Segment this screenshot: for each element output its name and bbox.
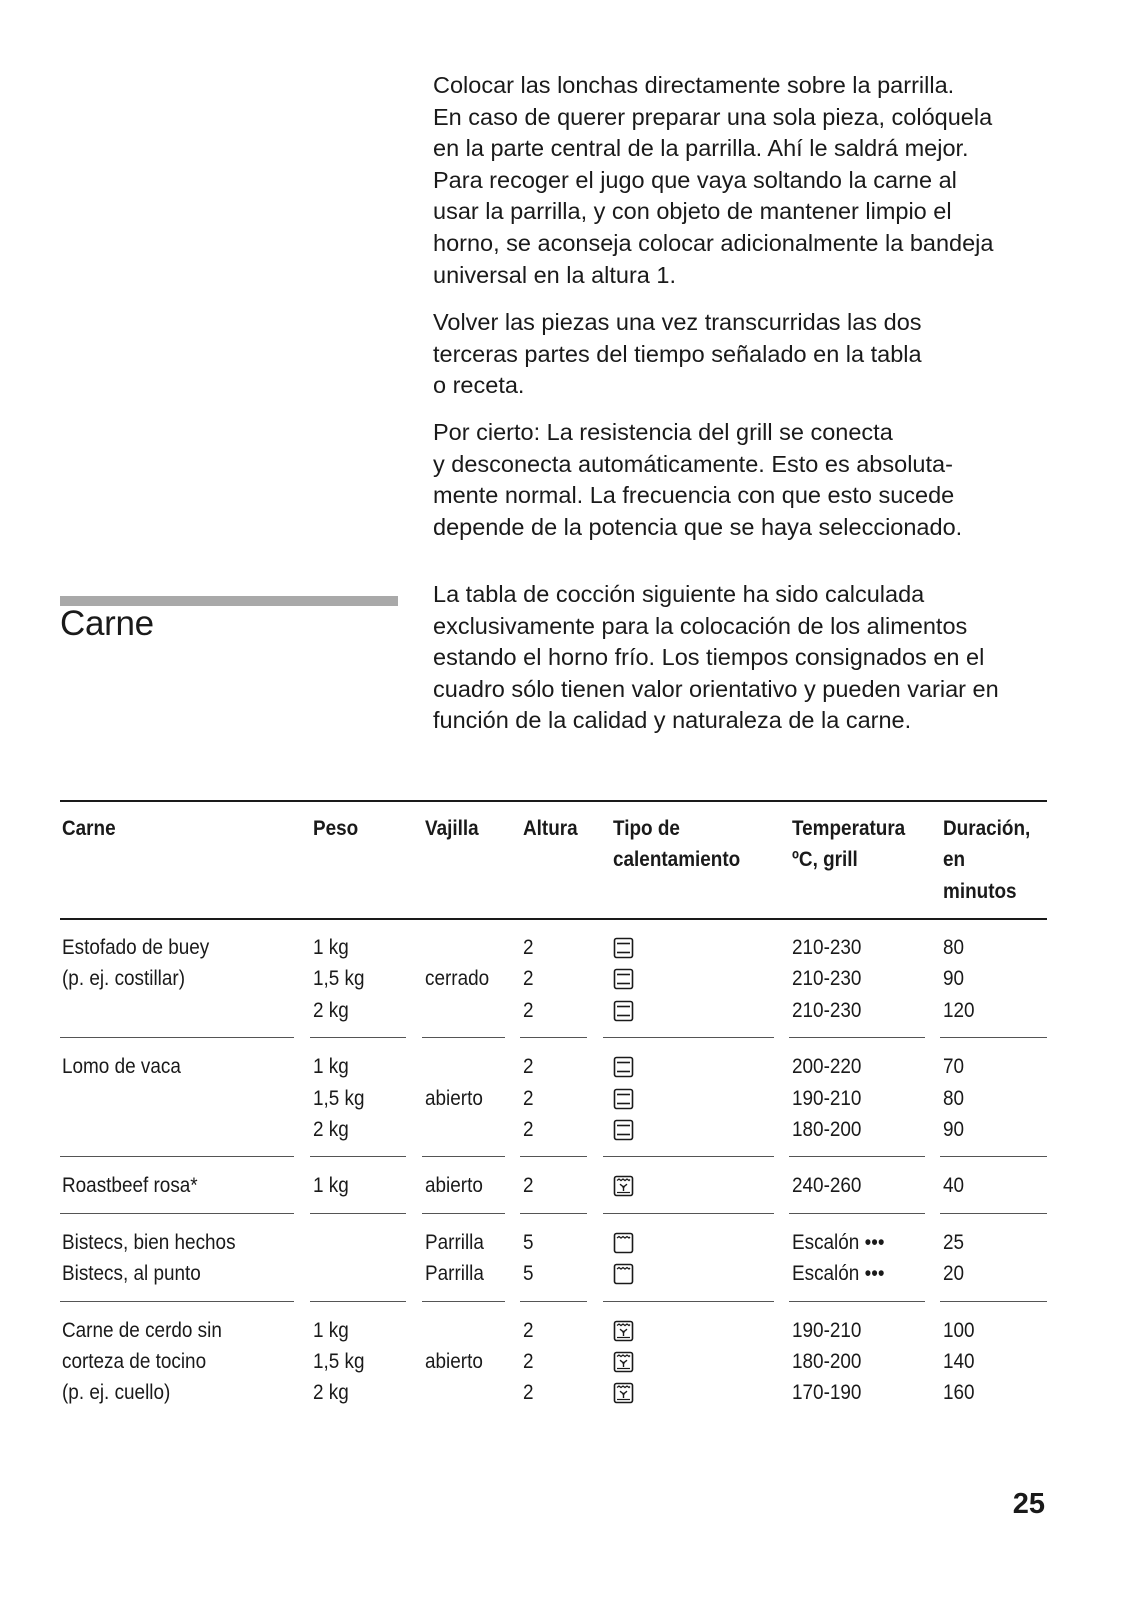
altura: 5 [523,1229,534,1254]
row-separator [603,1037,774,1038]
row-separator [940,1213,1047,1214]
header-dur: minutos [943,878,1017,903]
paragraph-line: estando el horno frío. Los tiempos consignados en el [433,644,985,671]
row-separator [60,1301,294,1302]
circulating-air-grill-icon [613,1382,634,1404]
peso: 2 kg [313,1380,349,1405]
paragraph-line: En caso de querer preparar una sola pieza, colóquela [433,103,993,130]
table-rule [60,800,1047,802]
row-separator [789,1037,925,1038]
temperatura: 180-200 [792,1117,862,1141]
altura: 2 [523,1054,534,1079]
altura: 2 [523,1317,534,1342]
peso: 1,5 kg [313,1349,365,1373]
temperatura: 190-210 [792,1317,862,1342]
temperatura: Escalón ••• [792,1261,885,1286]
vajilla: abierto [425,1173,483,1198]
altura: 2 [523,935,534,959]
altura: 2 [523,1173,534,1198]
header-tipo: Tipo de [613,816,680,840]
table-intro-paragraph [433,579,1053,737]
carne-name: Estofado de buey [62,935,210,959]
peso: 1 kg [313,1054,349,1079]
carne-name: Bistecs, al punto [62,1261,201,1286]
temperatura: Escalón ••• [792,1229,885,1254]
carne-name: corteza de tocino [62,1349,207,1373]
peso: 2 kg [313,1117,349,1141]
carne-name: Roastbeef rosa* [62,1173,198,1198]
duracion: 70 [943,1054,965,1079]
header-peso: Peso [313,816,359,840]
section-title: Carne [60,604,154,643]
header-vajilla: Vajilla [425,816,479,840]
peso: 1 kg [313,935,349,959]
paragraph-line: terceras partes del tiempo señalado en la tabla [433,340,922,367]
paragraph-line: función de la calidad y naturaleza de la carne. [433,707,912,734]
carne-name: (p. ej. cuello) [62,1380,171,1405]
paragraph-line: Colocar las lonchas directamente sobre la parrilla. [433,72,955,98]
page-number: 25 [1012,1488,1045,1520]
paragraph-line: o receta. [433,372,525,399]
paragraph-line: mente normal. La frecuencia con que esto sucede [433,482,955,509]
row-separator [422,1301,505,1302]
carne-name: Carne de cerdo sin [62,1317,222,1342]
altura: 5 [523,1261,534,1286]
row-separator [520,1037,587,1038]
row-separator [520,1156,587,1157]
duracion: 100 [943,1317,975,1342]
vajilla: cerrado [425,966,490,991]
row-separator [940,1301,1047,1302]
temperatura: 200-220 [792,1054,862,1079]
intro-paragraph-2 [433,307,1053,402]
duracion: 160 [943,1380,975,1405]
paragraph-text [433,70,1053,291]
duracion: 20 [943,1261,965,1286]
top-bottom-heat-icon [613,968,634,990]
row-separator [422,1213,505,1214]
row-separator [789,1213,925,1214]
vajilla: Parrilla [425,1229,484,1254]
top-bottom-heat-icon [613,937,634,959]
paragraph-line: Por cierto: La resistencia del grill se conecta [433,419,893,445]
row-separator [422,1037,505,1038]
grill-icon [613,1232,634,1254]
row-separator [520,1213,587,1214]
row-separator [603,1156,774,1157]
row-separator [60,1213,294,1214]
paragraph-line: usar la parrilla, y con objeto de mantener limpio el [433,198,952,225]
duracion: 140 [943,1349,975,1373]
paragraph-text [433,417,1053,543]
row-separator [60,1037,294,1038]
header-temp: Temperatura [792,816,906,840]
paragraph-line: horno, se aconseja colocar adicionalmente la bandeja [433,229,994,256]
peso: 1 kg [313,1317,349,1342]
row-separator [940,1156,1047,1157]
row-separator [310,1213,406,1214]
duracion: 90 [943,1117,965,1141]
paragraph-line: La tabla de cocción siguiente ha sido calculada [433,581,925,607]
altura: 2 [523,1117,534,1141]
carne-name: Bistecs, bien hechos [62,1229,236,1254]
paragraph-line: Volver las piezas una vez transcurridas las dos [433,309,922,335]
temperatura: 210-230 [792,997,862,1022]
paragraph-line: depende de la potencia que se haya seleccionado. [433,513,963,540]
circulating-air-grill-icon [613,1351,634,1373]
carne-name: (p. ej. costillar) [62,966,186,991]
row-separator [310,1037,406,1038]
header-dur: en [943,847,966,872]
intro-paragraph-3 [433,417,1053,543]
paragraph-line: universal en la altura 1. [433,261,676,288]
peso: 2 kg [313,997,349,1022]
temperatura: 210-230 [792,966,862,991]
altura: 2 [523,997,534,1022]
header-temp: ºC, grill [792,847,858,872]
intro-paragraph-1 [433,70,1053,291]
temperatura: 180-200 [792,1349,862,1373]
temperatura: 210-230 [792,935,862,959]
temperatura: 170-190 [792,1380,862,1405]
circulating-air-grill-icon [613,1175,634,1197]
altura: 2 [523,1349,534,1373]
carne-name: Lomo de vaca [62,1054,181,1079]
row-separator [60,1156,294,1157]
paragraph-text [433,307,1053,402]
top-bottom-heat-icon [613,1056,634,1078]
row-separator [422,1156,505,1157]
table-rule [60,918,1047,920]
vajilla: abierto [425,1349,483,1373]
row-separator [310,1156,406,1157]
row-separator [520,1301,587,1302]
paragraph-line: y desconecta automáticamente. Esto es absoluta- [433,450,953,477]
row-separator [310,1301,406,1302]
paragraph-line: exclusivamente para la colocación de los alimentos [433,612,968,639]
duracion: 90 [943,966,965,991]
duracion: 40 [943,1173,965,1198]
peso: 1,5 kg [313,966,365,991]
temperatura: 240-260 [792,1173,862,1198]
top-bottom-heat-icon [613,1000,634,1022]
row-separator [603,1301,774,1302]
duracion: 25 [943,1229,965,1254]
paragraph-line: cuadro sólo tienen valor orientativo y pueden variar en [433,675,999,702]
paragraph-line: Para recoger el jugo que vaya soltando la carne al [433,166,957,193]
row-separator [789,1156,925,1157]
duracion: 80 [943,935,965,959]
vajilla: abierto [425,1085,483,1110]
header-altura: Altura [523,816,578,840]
header-tipo: calentamiento [613,847,741,872]
header-dur: Duración, [943,816,1031,840]
row-separator [603,1213,774,1214]
altura: 2 [523,966,534,991]
paragraph-text [433,579,1053,737]
duracion: 120 [943,997,975,1022]
altura: 2 [523,1085,534,1110]
peso: 1 kg [313,1173,349,1198]
vajilla: Parrilla [425,1261,484,1286]
paragraph-line: en la parte central de la parrilla. Ahí le saldrá mejor. [433,135,969,162]
duracion: 80 [943,1085,965,1110]
row-separator [940,1037,1047,1038]
temperatura: 190-210 [792,1085,862,1110]
top-bottom-heat-icon [613,1088,634,1110]
row-separator [789,1301,925,1302]
top-bottom-heat-icon [613,1119,634,1141]
altura: 2 [523,1380,534,1405]
circulating-air-grill-icon [613,1320,634,1342]
peso: 1,5 kg [313,1085,365,1110]
header-carne: Carne [62,816,116,840]
grill-icon [613,1263,634,1285]
